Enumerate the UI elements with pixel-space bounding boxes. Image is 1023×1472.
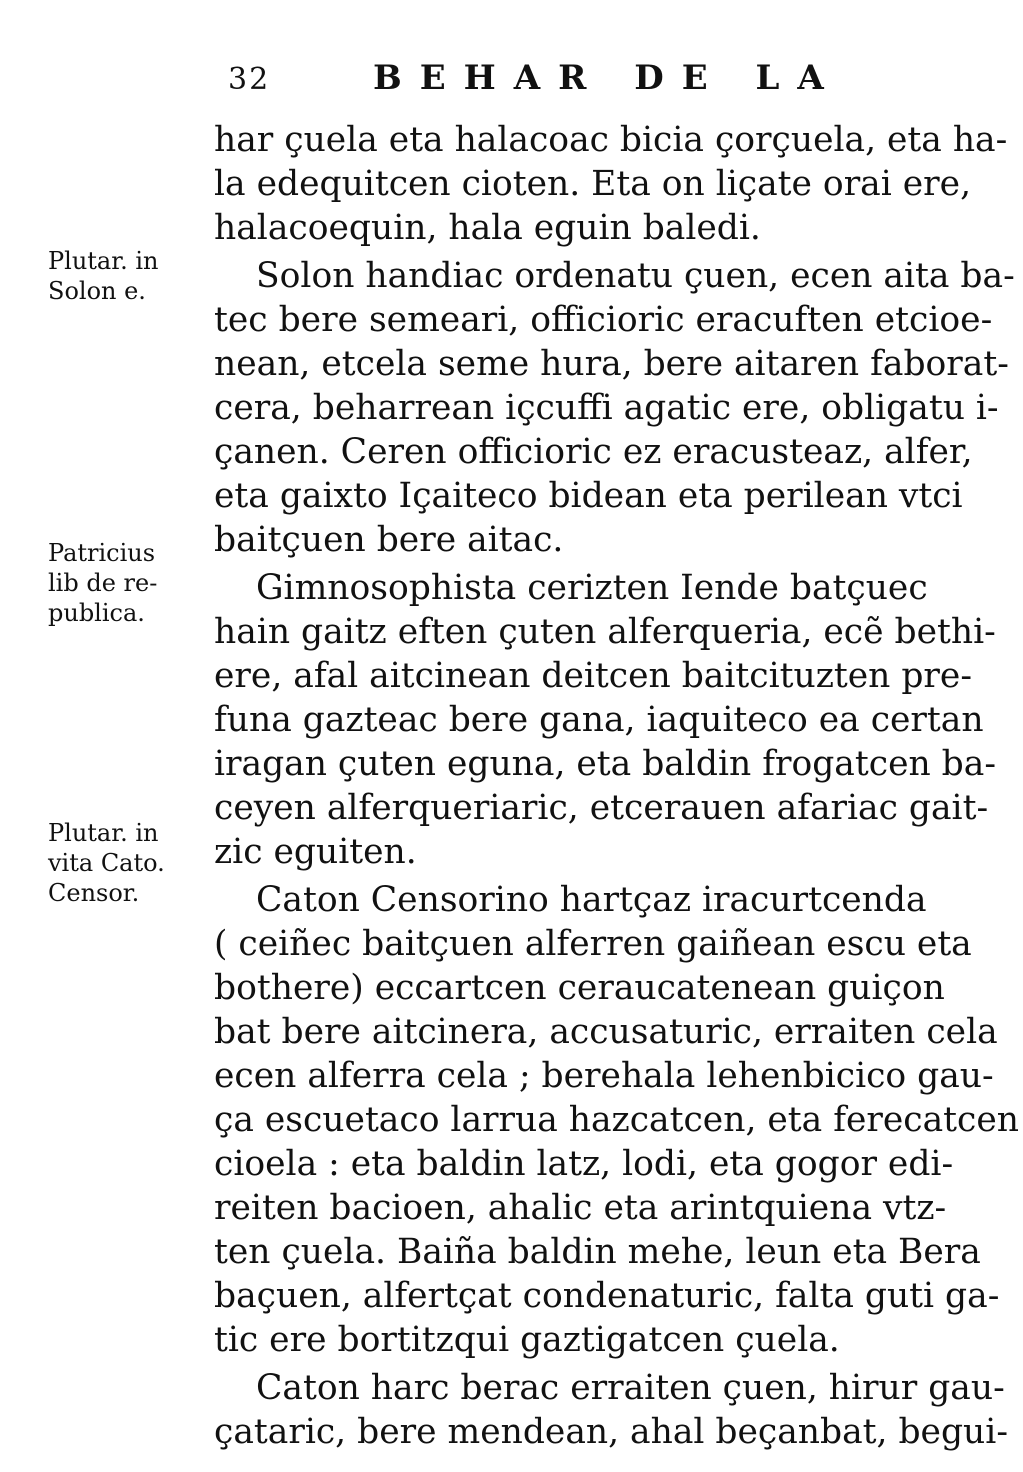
margin-note-line: lib de re- bbox=[48, 569, 158, 597]
text-line: bothere) eccartcen ceraucatenean guiçon bbox=[214, 968, 945, 1008]
text-line: halacoequin, hala eguin baledi. bbox=[214, 208, 761, 248]
text-line: ( ceiñec baitçuen alferren gaiñean escu eta bbox=[214, 924, 972, 964]
text-line: bat bere aitcinera, accusaturic, erraiten cela bbox=[214, 1012, 998, 1052]
text-line: iragan çuten eguna, eta baldin frogatcen ba- bbox=[214, 744, 996, 784]
text-line: baçuen, alfertçat condenaturic, falta guti ga- bbox=[214, 1276, 1000, 1316]
text-line: reiten bacioen, ahalic eta arintquiena vtz- bbox=[214, 1188, 947, 1228]
paragraph bbox=[214, 118, 1008, 250]
paragraph bbox=[214, 566, 996, 874]
paragraph bbox=[214, 878, 1020, 1362]
text-line: ceyen alferqueriaric, etcerauen afariac gait- bbox=[214, 788, 989, 828]
margin-note-line: vita Cato. bbox=[48, 849, 165, 877]
text-line: tic ere bortitzqui gaztigatcen çuela. bbox=[214, 1320, 840, 1360]
margin-note-line: publica. bbox=[48, 599, 145, 627]
text-line: la edequitcen cioten. Eta on liçate orai ere, bbox=[214, 164, 972, 204]
text-line: ecen alferra cela ; berehala lehenbicico gau- bbox=[214, 1056, 994, 1096]
text-line: funa gazteac bere gana, iaquiteco ea certan bbox=[214, 700, 984, 740]
text-line: Caton Censorino hartçaz iracurtcenda bbox=[256, 880, 927, 920]
text-line: hain gaitz eften çuten alferqueria, ecẽ bethi- bbox=[214, 612, 996, 652]
text-line: Caton harc berac erraiten çuen, hirur gau- bbox=[256, 1368, 1005, 1408]
page-header bbox=[228, 58, 842, 98]
margin-note-line: Plutar. in bbox=[48, 819, 159, 847]
running-title: BEHAR DE LA bbox=[373, 58, 842, 98]
text-line: Gimnosophista cerizten Iende batçuec bbox=[256, 568, 928, 608]
text-line: har çuela eta halacoac bicia çorçuela, eta ha- bbox=[214, 120, 1008, 160]
paragraph bbox=[214, 254, 1015, 562]
text-line: tec bere semeari, officioric eracuften etcioe- bbox=[214, 300, 993, 340]
text-line: çataric, bere mendean, ahal beçanbat, begui- bbox=[214, 1412, 1008, 1452]
margin-note-line: Patricius bbox=[48, 539, 156, 567]
text-line: eta gaixto Içaiteco bidean eta perilean vtci bbox=[214, 476, 963, 516]
text-line: nean, etcela seme hura, bere aitaren faborat- bbox=[214, 344, 1009, 384]
text-line: ten çuela. Baiña baldin mehe, leun eta Bera bbox=[214, 1232, 981, 1272]
text-line: çanen. Ceren officioric ez eracusteaz, alfer, bbox=[214, 432, 973, 472]
margin-note-plutarch-cato bbox=[48, 818, 208, 908]
text-line: ça escuetaco larrua hazcatcen, eta ferecatcen bbox=[214, 1100, 1020, 1140]
margin-note-patricius bbox=[48, 538, 208, 628]
paragraph bbox=[214, 1366, 1008, 1454]
text-line: zic eguiten. bbox=[214, 832, 417, 872]
page-number: 32 bbox=[228, 62, 271, 97]
margin-note-plutarch-solon bbox=[48, 246, 208, 306]
text-line: Solon handiac ordenatu çuen, ecen aita ba- bbox=[256, 256, 1015, 296]
margin-note-line: Solon e. bbox=[48, 277, 146, 305]
text-line: cera, beharrean içcuffi agatic ere, obligatu i- bbox=[214, 388, 999, 428]
text-line: cioela : eta baldin latz, lodi, eta gogor edi- bbox=[214, 1144, 954, 1184]
text-line: ere, afal aitcinean deitcen baitcituzten pre- bbox=[214, 656, 972, 696]
main-text bbox=[214, 118, 1020, 1454]
text-line: baitçuen bere aitac. bbox=[214, 520, 564, 560]
margin-note-line: Censor. bbox=[48, 879, 140, 907]
margin-note-line: Plutar. in bbox=[48, 247, 159, 275]
